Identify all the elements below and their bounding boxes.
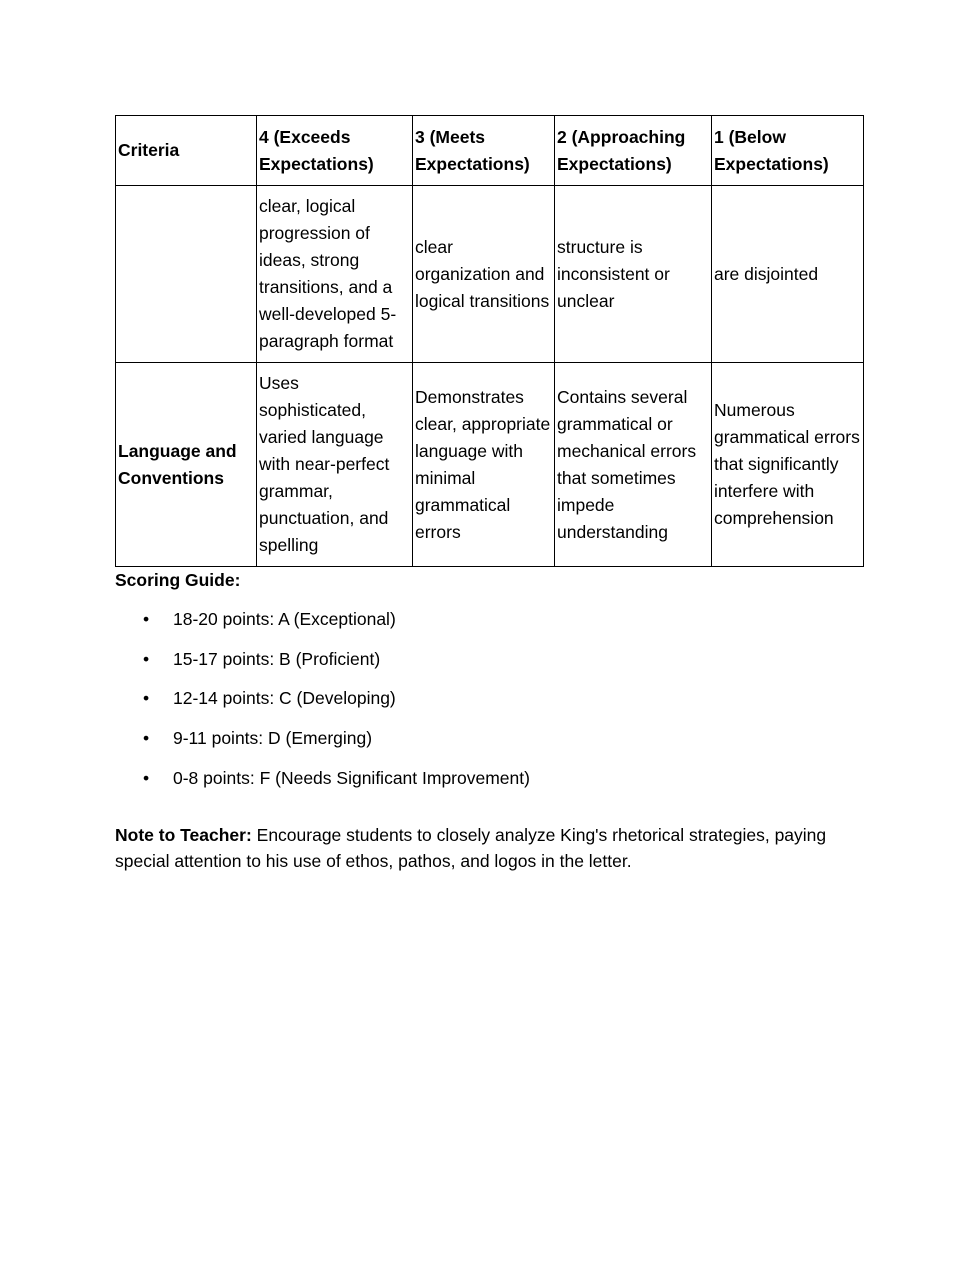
- list-item: [115, 685, 875, 725]
- criterion-cell: Language and Conventions: [116, 363, 257, 567]
- scoring-item-text: 12-14 points: C (Developing): [173, 688, 396, 709]
- scoring-item-text: 0-8 points: F (Needs Significant Improvement): [173, 767, 530, 788]
- bullet-icon: •: [143, 609, 150, 629]
- scoring-guide-title: Scoring Guide:: [115, 570, 241, 590]
- scoring-item-text: 15-17 points: B (Proficient): [173, 648, 381, 669]
- list-item: [115, 765, 875, 805]
- score-3-cell: clear organization and logical transitions: [413, 186, 555, 363]
- bullet-icon: •: [143, 648, 150, 669]
- note-to-teacher: [115, 822, 875, 875]
- scoring-item-text: 18-20 points: A (Exceptional): [173, 609, 396, 629]
- scoring-item-text: 9-11 points: D (Emerging): [173, 728, 373, 749]
- table-row: [116, 363, 864, 567]
- scoring-guide-list: [115, 606, 875, 804]
- table-row: [116, 186, 864, 363]
- rubric-table: [115, 115, 864, 567]
- score-3-cell: Demonstrates clear, appropriate language with minimal grammatical errors: [413, 363, 555, 567]
- bullet-icon: •: [143, 728, 150, 749]
- criterion-cell: [116, 186, 257, 363]
- header-criteria: Criteria: [116, 116, 257, 186]
- list-item: [115, 646, 875, 686]
- score-2-cell: structure is inconsistent or unclear: [555, 186, 712, 363]
- header-score-1: 1 (Below Expectations): [712, 116, 864, 186]
- bullet-icon: •: [143, 688, 150, 709]
- list-item: [115, 725, 875, 765]
- header-score-4: 4 (Exceeds Expectations): [257, 116, 413, 186]
- score-1-cell: Numerous grammatical errors that significantly interfere with comprehension: [712, 363, 864, 567]
- score-4-cell: Uses sophisticated, varied language with near-perfect grammar, punctuation, and spelling: [257, 363, 413, 567]
- note-text: Encourage students to closely analyze King's rhetorical strategies, paying special attention to his use of ethos, pathos, and logos in the letter.: [115, 824, 827, 871]
- bullet-icon: •: [143, 767, 150, 788]
- header-score-3: 3 (Meets Expectations): [413, 116, 555, 186]
- table-header-row: [116, 116, 864, 186]
- score-4-cell: clear, logical progression of ideas, strong transitions, and a well-developed 5-paragraph format: [257, 186, 413, 363]
- list-item: [115, 606, 875, 646]
- header-score-2: 2 (Approaching Expectations): [555, 116, 712, 186]
- note-label: Note to Teacher:: [115, 824, 252, 845]
- score-1-cell: are disjointed: [712, 186, 864, 363]
- score-2-cell: Contains several grammatical or mechanical errors that sometimes impede understanding: [555, 363, 712, 567]
